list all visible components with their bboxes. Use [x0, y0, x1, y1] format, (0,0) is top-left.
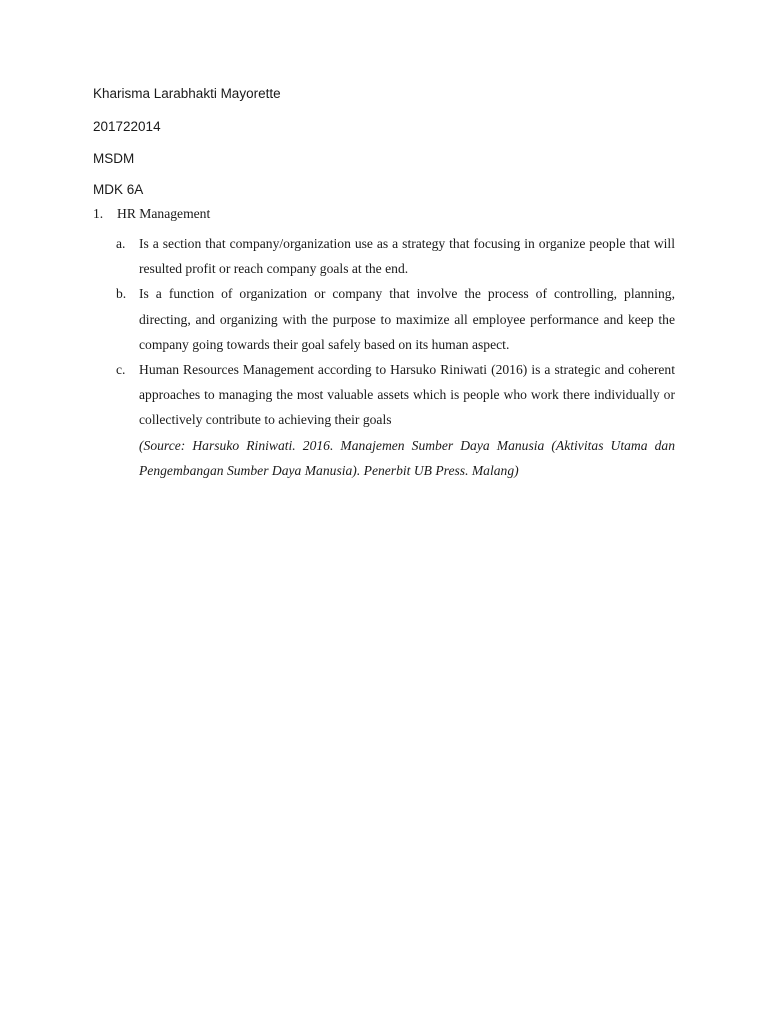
list-item: [116, 231, 675, 281]
list-item-text: Human Resources Management according to Harsuko Riniwati (2016) is a strategic and coherent approaches to managing the most valuable assets which is people who work there individually or collectively contribute to achieving their goals: [139, 362, 675, 428]
list-item: [116, 281, 675, 357]
list-marker: b.: [116, 286, 127, 302]
class-code: MDK 6A: [93, 182, 144, 197]
list-item-body: [139, 357, 675, 483]
list-item-text: Is a section that company/organization use as a strategy that focusing in organize people that will resulted profit or reach company goals at the end.: [139, 236, 675, 277]
student-id: 201722014: [93, 119, 161, 134]
list-marker: c.: [116, 362, 126, 378]
source-citation: (Source: Harsuko Riniwati. 2016. Manajemen Sumber Daya Manusia (Aktivitas Utama dan Pengembangan Sumber Daya Manusia). Penerbit UB Press. Malang): [139, 437, 675, 478]
section-hr-management: [93, 205, 675, 483]
author-name: Kharisma Larabhakti Mayorette: [93, 86, 281, 101]
list-marker: a.: [116, 236, 126, 251]
section-number: 1.: [93, 206, 104, 221]
course-code: MSDM: [93, 151, 135, 166]
section-title: HR Management: [117, 206, 211, 221]
list-item-text: Is a function of organization or company that involve the process of controlling, planning, directing, and organizing with the purpose to maximize all employee performance and keep the company going towards their goal safely based on its human aspect.: [139, 286, 675, 352]
definition-list: [93, 231, 675, 483]
list-item: [116, 357, 675, 483]
section-heading: [93, 205, 675, 231]
